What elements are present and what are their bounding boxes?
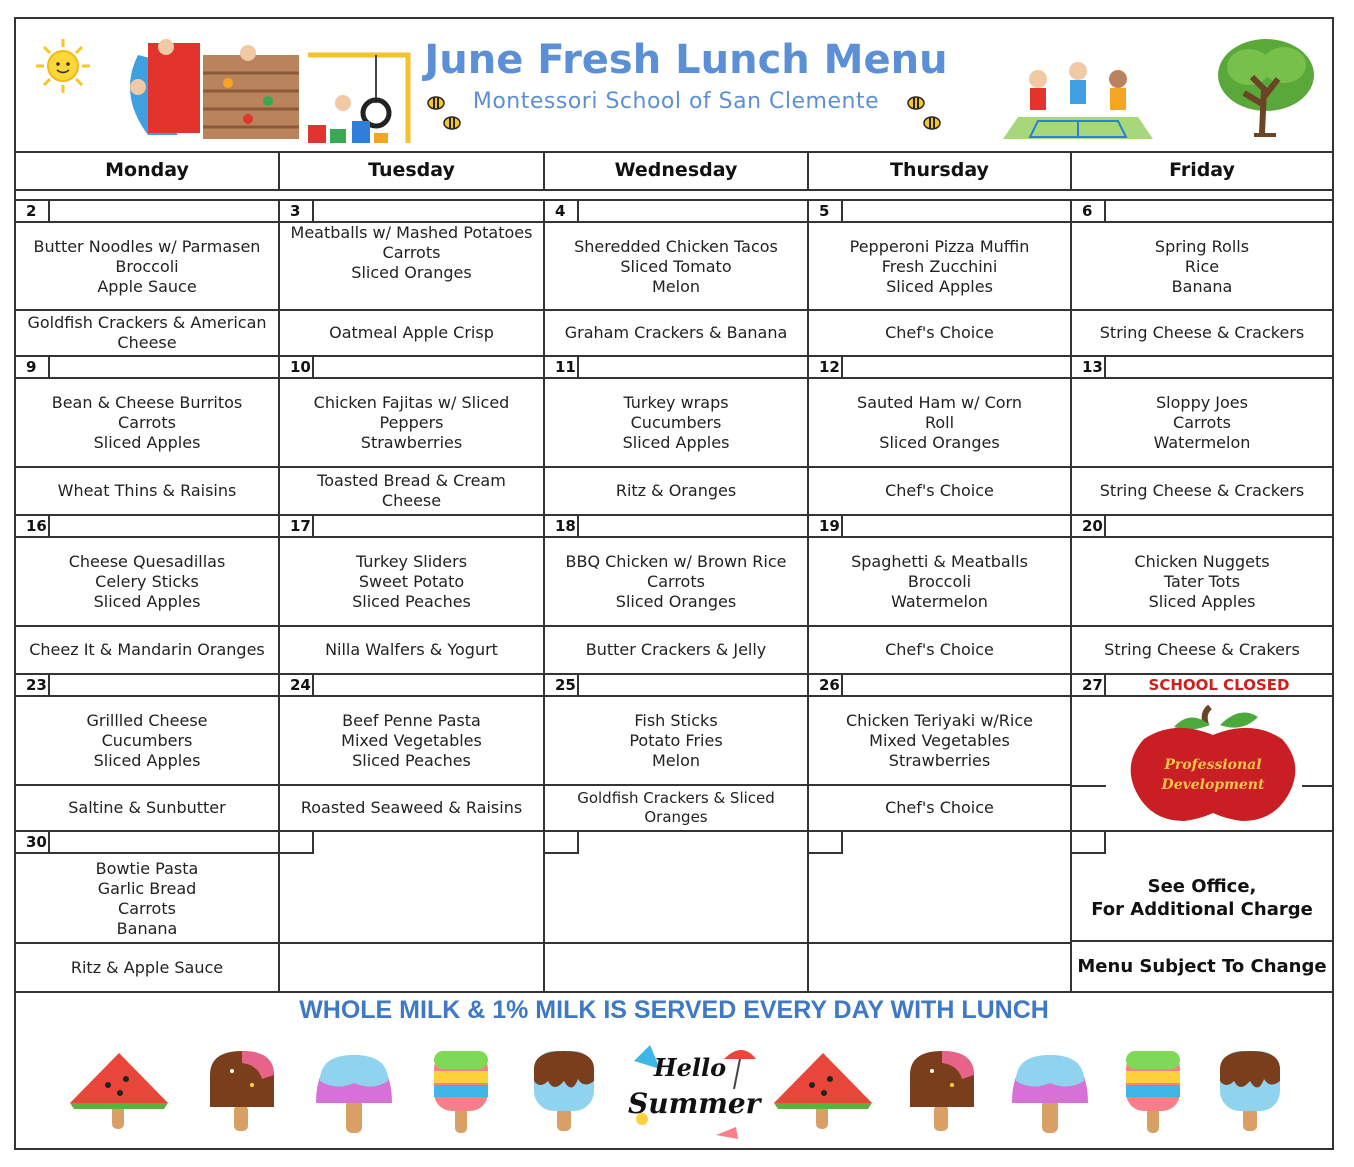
lunch-item: Pepperoni Pizza Muffin <box>849 237 1030 256</box>
day-cell <box>809 357 1072 514</box>
lunch-item: Sliced Oranges <box>351 263 472 282</box>
day-cell <box>1072 201 1332 355</box>
date-number: 6 <box>1072 201 1106 223</box>
snack-item: Butter Crackers & Jelly <box>545 625 807 673</box>
day-cell <box>545 357 809 514</box>
lunch-item: Melon <box>651 277 701 296</box>
ice-cream-icon <box>312 1047 396 1133</box>
menu-page <box>14 17 1334 1150</box>
date-number: 3 <box>280 201 314 223</box>
menu-header <box>16 19 1332 153</box>
lunch-items <box>545 223 807 311</box>
week-row <box>16 357 1332 516</box>
lunch-item: Sliced Apples <box>93 751 201 770</box>
lunch-item: Sauted Ham w/ Corn <box>857 393 1022 412</box>
lunch-item: Carrots <box>1173 413 1231 432</box>
week-row <box>16 201 1332 357</box>
day-cell <box>280 201 545 355</box>
bee-icon <box>902 91 948 137</box>
snack-item: Goldfish Crackers & American Cheese <box>16 309 278 355</box>
snack-item: Ritz & Oranges <box>545 466 807 514</box>
lunch-item: Sweet Potato <box>358 572 465 591</box>
lunch-item: Turkey wraps <box>623 393 729 412</box>
day-cell <box>16 516 280 673</box>
snack-item <box>809 942 1070 991</box>
lunch-item: Cucumbers <box>630 413 722 432</box>
lunch-item: Sliced Apples <box>1148 592 1256 611</box>
lunch-items <box>809 379 1070 467</box>
lunch-item: Melon <box>651 751 701 770</box>
kids-hopscotch-illustration <box>998 57 1158 141</box>
date-number: 23 <box>16 675 50 697</box>
blue-popsicle-icon <box>528 1045 600 1133</box>
lunch-item: Strawberries <box>360 433 463 452</box>
lunch-item: Meatballs w/ Mashed Potatoes <box>290 223 533 242</box>
lunch-item: Sloppy Joes <box>1156 393 1248 412</box>
lunch-item: Cheese Quesadillas <box>68 552 226 571</box>
day-cell-empty <box>809 832 1072 991</box>
weekday-thursday: Thursday <box>809 151 1072 189</box>
weekday-wednesday: Wednesday <box>545 151 809 189</box>
day-cell <box>809 675 1072 830</box>
snack-item: Ritz & Apple Sauce <box>16 942 278 991</box>
lunch-items <box>809 697 1070 785</box>
lunch-items <box>280 538 543 626</box>
lunch-items <box>1072 538 1332 626</box>
notes-cell <box>1072 832 1332 991</box>
snack-item: Nilla Walfers & Yogurt <box>280 625 543 673</box>
lunch-items <box>1072 379 1332 467</box>
lunch-item: Banana <box>1171 277 1233 296</box>
chocolate-popsicle-icon <box>202 1045 282 1133</box>
lunch-item: BBQ Chicken w/ Brown Rice <box>565 552 787 571</box>
lunch-item: Carrots <box>382 243 441 262</box>
day-cell <box>16 675 280 830</box>
summer-text: Summer <box>628 1087 761 1120</box>
lunch-items <box>16 538 278 626</box>
day-cell <box>545 675 809 830</box>
day-cell <box>809 516 1072 673</box>
watermelon-icon <box>772 1049 874 1129</box>
date-number: 5 <box>809 201 843 223</box>
lunch-items <box>16 854 278 944</box>
lunch-item: Cucumbers <box>101 731 193 750</box>
milk-notice: WHOLE MILK & 1% MILK IS SERVED EVERY DAY WITH LUNCH <box>299 996 1049 1024</box>
lunch-item: Spring Rolls <box>1154 237 1250 256</box>
snack-item: String Cheese & Crakers <box>1072 625 1332 673</box>
lunch-item: Sheredded Chicken Tacos <box>574 237 778 256</box>
date-number: 18 <box>545 516 579 538</box>
date-number: 16 <box>16 516 50 538</box>
chocolate-popsicle-icon <box>902 1045 982 1133</box>
menu-change-note: Menu Subject To Change <box>1072 940 1332 991</box>
day-cell <box>280 357 545 514</box>
sun-icon <box>34 37 92 95</box>
striped-popsicle-icon <box>428 1047 494 1133</box>
lunch-item: Garlic Bread <box>97 879 197 898</box>
apple-text: Professional Development <box>1161 757 1265 793</box>
lunch-items <box>545 697 807 785</box>
day-cell-empty <box>280 832 545 991</box>
week-row <box>16 516 1332 675</box>
lunch-item: Grillled Cheese <box>86 711 208 730</box>
lunch-items <box>280 223 543 283</box>
weekday-tuesday: Tuesday <box>280 151 545 189</box>
lunch-item: Sliced Oranges <box>615 592 737 611</box>
lunch-item: Carrots <box>118 899 176 918</box>
date-number: 10 <box>280 357 314 379</box>
date-number: 9 <box>16 357 50 379</box>
date-number: 30 <box>16 832 50 854</box>
watermelon-icon <box>68 1049 170 1129</box>
school-closed-label: SCHOOL CLOSED <box>1148 676 1290 694</box>
lunch-item: Celery Sticks <box>95 572 199 591</box>
lunch-items <box>16 697 278 785</box>
lunch-items <box>809 538 1070 626</box>
hello-summer-logo <box>620 1039 760 1149</box>
week-row <box>16 675 1332 832</box>
snack-item: Chef's Choice <box>809 784 1070 830</box>
lunch-items <box>545 538 807 626</box>
school-name: Montessori School of San Clemente <box>472 89 880 114</box>
day-cell <box>1072 516 1332 673</box>
snack-item: String Cheese & Crackers <box>1072 466 1332 514</box>
lunch-item: Watermelon <box>891 592 988 611</box>
day-cell <box>16 357 280 514</box>
lunch-item: Fresh Zucchini <box>881 257 998 276</box>
lunch-items <box>545 379 807 467</box>
day-cell <box>16 832 280 991</box>
date-number <box>1072 832 1106 854</box>
weekday-friday: Friday <box>1169 159 1235 181</box>
date-number: 13 <box>1072 357 1106 379</box>
date-number <box>809 832 843 854</box>
lunch-item: Strawberries <box>888 751 991 770</box>
lunch-items <box>280 697 543 785</box>
snack-item: Toasted Bread & Cream Cheese <box>280 466 543 514</box>
lunch-item: Sliced Apples <box>886 277 993 296</box>
hello-text: Hello <box>653 1053 727 1082</box>
day-cell-closed <box>1072 675 1332 830</box>
lunch-items <box>280 379 543 467</box>
snack-item: Chef's Choice <box>809 309 1070 355</box>
lunch-item: Banana <box>116 919 178 938</box>
lunch-item: Broccoli <box>115 257 179 276</box>
date-number: 4 <box>545 201 579 223</box>
lunch-items <box>16 223 278 311</box>
tree-icon <box>1214 37 1318 137</box>
date-number: 26 <box>809 675 843 697</box>
date-number: 20 <box>1072 516 1106 538</box>
lunch-item: Sliced Apples <box>93 592 201 611</box>
date-number: 12 <box>809 357 843 379</box>
lunch-item: Bean & Cheese Burritos <box>51 393 243 412</box>
lunch-item: Sliced Peaches <box>352 592 471 611</box>
lunch-item: Fish Sticks <box>634 711 718 730</box>
week-row <box>16 832 1332 993</box>
playground-illustration <box>108 25 420 149</box>
date-number: 19 <box>809 516 843 538</box>
day-cell <box>809 201 1072 355</box>
day-cell <box>545 201 809 355</box>
lunch-item: Roll <box>924 413 955 432</box>
snack-item: Chef's Choice <box>809 625 1070 673</box>
lunch-item: Turkey Sliders <box>355 552 468 571</box>
snack-item: Chef's Choice <box>809 466 1070 514</box>
day-cell <box>545 516 809 673</box>
lunch-item: Butter Noodles w/ Parmasen <box>33 237 261 256</box>
date-number: 17 <box>280 516 314 538</box>
weekday-monday: Monday <box>16 151 280 189</box>
date-number: 2 <box>16 201 50 223</box>
snack-item: Graham Crackers & Banana <box>545 309 807 355</box>
lunch-item: Carrots <box>647 572 705 591</box>
lunch-item: Sliced Apples <box>93 433 201 452</box>
snack-item: String Cheese & Crackers <box>1072 309 1332 355</box>
day-cell-empty <box>545 832 809 991</box>
snack-item: Saltine & Sunbutter <box>16 784 278 830</box>
day-cell <box>280 516 545 673</box>
additional-charge-note: See Office, For Additional Charge <box>1091 876 1313 920</box>
lunch-item: Chicken Nuggets <box>1134 552 1270 571</box>
snack-item: Goldfish Crackers & Sliced Oranges <box>545 784 807 830</box>
day-cell <box>280 675 545 830</box>
blue-popsicle-icon <box>1214 1045 1286 1133</box>
lunch-item: Spaghetti & Meatballs <box>851 552 1028 571</box>
date-number: 11 <box>545 357 579 379</box>
lunch-item: Tater Tots <box>1163 572 1241 591</box>
snack-item: Wheat Thins & Raisins <box>16 466 278 514</box>
snack-item: Cheez It & Mandarin Oranges <box>16 625 278 673</box>
date-number: 25 <box>545 675 579 697</box>
snack-item <box>280 942 543 991</box>
lunch-item: Apple Sauce <box>97 277 197 296</box>
menu-calendar-grid <box>16 201 1332 993</box>
lunch-item: Peppers <box>379 413 444 432</box>
bee-icon <box>422 91 468 137</box>
weekday-header-row <box>16 151 1332 191</box>
day-cell <box>16 201 280 355</box>
date-number: 27 <box>1072 675 1106 697</box>
lunch-item: Sliced Tomato <box>620 257 732 276</box>
header-spacer <box>16 191 1332 201</box>
lunch-item: Sliced Apples <box>622 433 730 452</box>
page-title: June Fresh Lunch Menu <box>424 37 948 83</box>
lunch-items <box>16 379 278 467</box>
lunch-item: Watermelon <box>1153 433 1251 452</box>
lunch-item: Sliced Oranges <box>879 433 1000 452</box>
snack-item: Roasted Seaweed & Raisins <box>280 784 543 830</box>
lunch-item: Mixed Vegetables <box>869 731 1010 750</box>
lunch-item: Mixed Vegetables <box>341 731 482 750</box>
lunch-item: Sliced Peaches <box>352 751 471 770</box>
snack-item: Oatmeal Apple Crisp <box>280 309 543 355</box>
date-number: 24 <box>280 675 314 697</box>
ice-cream-icon <box>1008 1047 1092 1133</box>
lunch-item: Rice <box>1184 257 1220 276</box>
lunch-items <box>809 223 1070 311</box>
lunch-item: Carrots <box>118 413 176 432</box>
snack-item <box>545 942 807 991</box>
lunch-items <box>1072 223 1332 311</box>
striped-popsicle-icon <box>1120 1047 1186 1133</box>
lunch-item: Beef Penne Pasta <box>342 711 481 730</box>
lunch-item: Chicken Teriyaki w/Rice <box>846 711 1033 730</box>
lunch-item: Bowtie Pasta <box>95 859 199 878</box>
date-number <box>280 832 314 854</box>
day-cell <box>1072 357 1332 514</box>
lunch-item: Chicken Fajitas w/ Sliced <box>313 393 510 412</box>
date-number <box>545 832 579 854</box>
lunch-item: Broccoli <box>907 572 972 591</box>
lunch-item: Potato Fries <box>629 731 723 750</box>
